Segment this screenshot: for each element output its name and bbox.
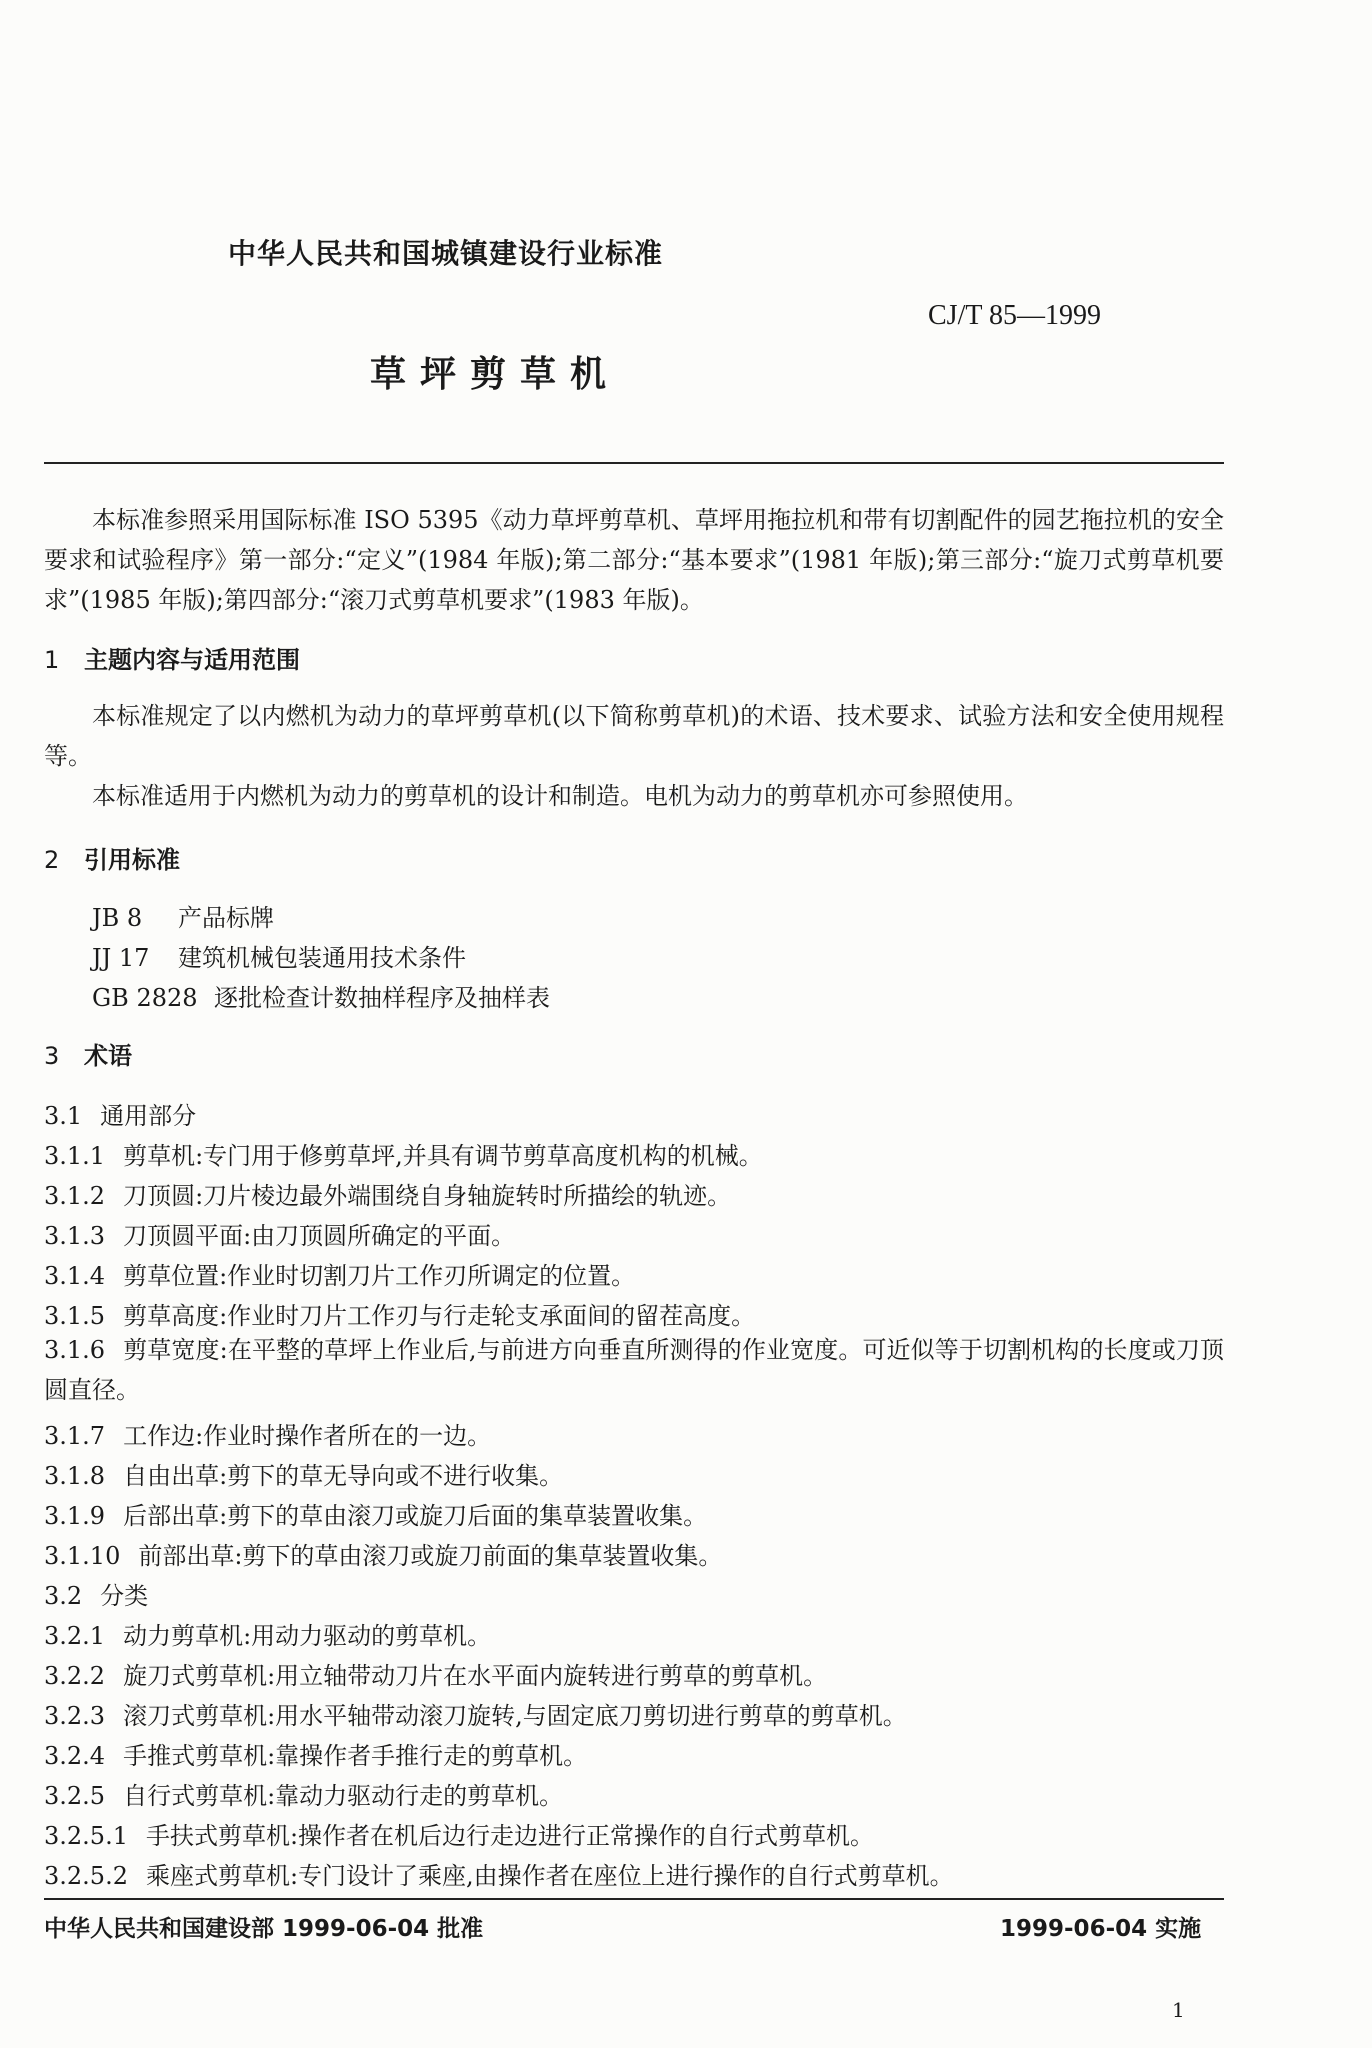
page-number: 1 — [1172, 1998, 1185, 2022]
term-number: 3.1.2 — [44, 1182, 106, 1210]
reference-code: GB 2828 — [92, 984, 198, 1012]
reference-item — [92, 938, 466, 973]
term-number: 3.1.3 — [44, 1222, 106, 1250]
term-number: 3.1.4 — [44, 1262, 106, 1290]
term-text: 剪草高度:作业时刀片工作刃与行走轮支承面间的留茬高度。 — [123, 1302, 756, 1330]
term-item — [44, 1176, 731, 1211]
term-text: 自行式剪草机:靠动力驱动行走的剪草机。 — [123, 1782, 564, 1810]
standard-code: CJ/T 85—1999 — [928, 300, 1101, 331]
reference-title: 产品标牌 — [178, 904, 274, 932]
term-text: 剪草位置:作业时切割刀片工作刃所调定的位置。 — [123, 1262, 636, 1290]
reference-title: 逐批检查计数抽样程序及抽样表 — [214, 984, 550, 1012]
term-number: 3.1.9 — [44, 1502, 106, 1530]
term-number: 3.2.4 — [44, 1742, 106, 1770]
term-number: 3.1.7 — [44, 1422, 106, 1450]
section-3-heading — [44, 1036, 132, 1071]
header-divider — [44, 462, 1224, 464]
term-text: 工作边:作业时操作者所在的一边。 — [123, 1422, 492, 1450]
term-number: 3.1.6 — [44, 1336, 106, 1364]
term-number: 3.2.5.1 — [44, 1822, 128, 1850]
term-item — [44, 1496, 707, 1531]
reference-code: JB 8 — [92, 904, 143, 932]
term-item — [44, 1536, 722, 1571]
footer-divider — [44, 1898, 1224, 1900]
term-item — [44, 1456, 563, 1491]
section-number: 2 — [44, 846, 60, 874]
term-number: 3.1 — [44, 1102, 83, 1130]
term-text: 乘座式剪草机:专门设计了乘座,由操作者在座位上进行操作的自行式剪草机。 — [145, 1862, 954, 1890]
term-number: 3.2.1 — [44, 1622, 106, 1650]
term-item — [44, 1136, 763, 1171]
term-text: 手推式剪草机:靠操作者手推行走的剪草机。 — [123, 1742, 588, 1770]
term-item — [44, 1736, 587, 1771]
section-1-heading — [44, 640, 300, 675]
term-number: 3.2.3 — [44, 1702, 106, 1730]
section-number: 1 — [44, 646, 60, 674]
term-text: 动力剪草机:用动力驱动的剪草机。 — [123, 1622, 492, 1650]
term-item — [44, 1296, 755, 1331]
term-text: 自由出草:剪下的草无导向或不进行收集。 — [123, 1462, 564, 1490]
term-number: 3.1.1 — [44, 1142, 106, 1170]
section-title: 引用标准 — [84, 846, 180, 874]
term-item — [44, 1856, 954, 1891]
term-item — [44, 1330, 1224, 1410]
term-number: 3.1.10 — [44, 1542, 121, 1570]
implementation-date: 1999-06-04 实施 — [1000, 1916, 1202, 1942]
approval-line: 中华人民共和国建设部 1999-06-04 批准 — [44, 1916, 484, 1942]
term-number: 3.2.5.2 — [44, 1862, 128, 1890]
document-title: 草坪剪草机 — [370, 354, 621, 395]
term-text: 通用部分 — [100, 1102, 197, 1130]
term-text: 分类 — [100, 1582, 149, 1610]
term-item — [44, 1816, 874, 1851]
term-number: 3.1.5 — [44, 1302, 106, 1330]
section-1-paragraph-2: 本标准适用于内燃机为动力的剪草机的设计和制造。电机为动力的剪草机亦可参照使用。 — [92, 782, 1028, 810]
term-item — [44, 1656, 827, 1691]
reference-item — [92, 898, 274, 933]
term-number: 3.1.8 — [44, 1462, 106, 1490]
reference-code: JJ 17 — [92, 944, 150, 972]
term-item — [44, 1776, 563, 1811]
term-text: 刀顶圆平面:由刀顶圆所确定的平面。 — [123, 1222, 516, 1250]
term-text: 旋刀式剪草机:用立轴带动刀片在水平面内旋转进行剪草的剪草机。 — [123, 1662, 828, 1690]
term-item — [44, 1216, 515, 1251]
term-text: 剪草机:专门用于修剪草坪,并具有调节剪草高度机构的机械。 — [123, 1142, 763, 1170]
term-item — [44, 1616, 491, 1651]
section-number: 3 — [44, 1042, 60, 1070]
section-title: 主题内容与适用范围 — [84, 646, 300, 674]
section-title: 术语 — [84, 1042, 132, 1070]
term-number: 3.2.2 — [44, 1662, 106, 1690]
term-text: 手扶式剪草机:操作者在机后边行走边进行正常操作的自行式剪草机。 — [145, 1822, 875, 1850]
section-2-heading — [44, 840, 180, 875]
standard-category-title: 中华人民共和国城镇建设行业标准 — [228, 237, 664, 270]
intro-paragraph: 本标准参照采用国际标准 ISO 5395《动力草坪剪草机、草坪用拖拉机和带有切割配件的园艺拖拉机的安全要求和试验程序》第一部分:“定义”(1984 年版);第二部分:“基本要求”(1981 年版);第三部分:“旋刀式剪草机要求”(1985 年版);第四部分:“滚刀式剪草机要求”(1983 年版)。 — [44, 506, 1224, 614]
term-text: 剪草宽度:在平整的草坪上作业后,与前进方向垂直所测得的作业宽度。可近似等于切割机构的长度或刀顶圆直径。 — [44, 1336, 1224, 1404]
term-number: 3.2.5 — [44, 1782, 106, 1810]
term-text: 刀顶圆:刀片棱边最外端围绕自身轴旋转时所描绘的轨迹。 — [123, 1182, 732, 1210]
term-item — [44, 1696, 907, 1731]
term-number: 3.2 — [44, 1582, 83, 1610]
term-item — [44, 1256, 635, 1291]
term-item — [44, 1096, 196, 1131]
reference-title: 建筑机械包装通用技术条件 — [178, 944, 466, 972]
section-1-paragraph-1: 本标准规定了以内燃机为动力的草坪剪草机(以下简称剪草机)的术语、技术要求、试验方法和安全使用规程等。 — [44, 702, 1224, 770]
term-text: 后部出草:剪下的草由滚刀或旋刀后面的集草装置收集。 — [123, 1502, 708, 1530]
reference-item — [92, 978, 550, 1013]
term-item — [44, 1416, 491, 1451]
term-item — [44, 1576, 148, 1611]
term-text: 前部出草:剪下的草由滚刀或旋刀前面的集草装置收集。 — [138, 1542, 723, 1570]
term-text: 滚刀式剪草机:用水平轴带动滚刀旋转,与固定底刀剪切进行剪草的剪草机。 — [123, 1702, 907, 1730]
